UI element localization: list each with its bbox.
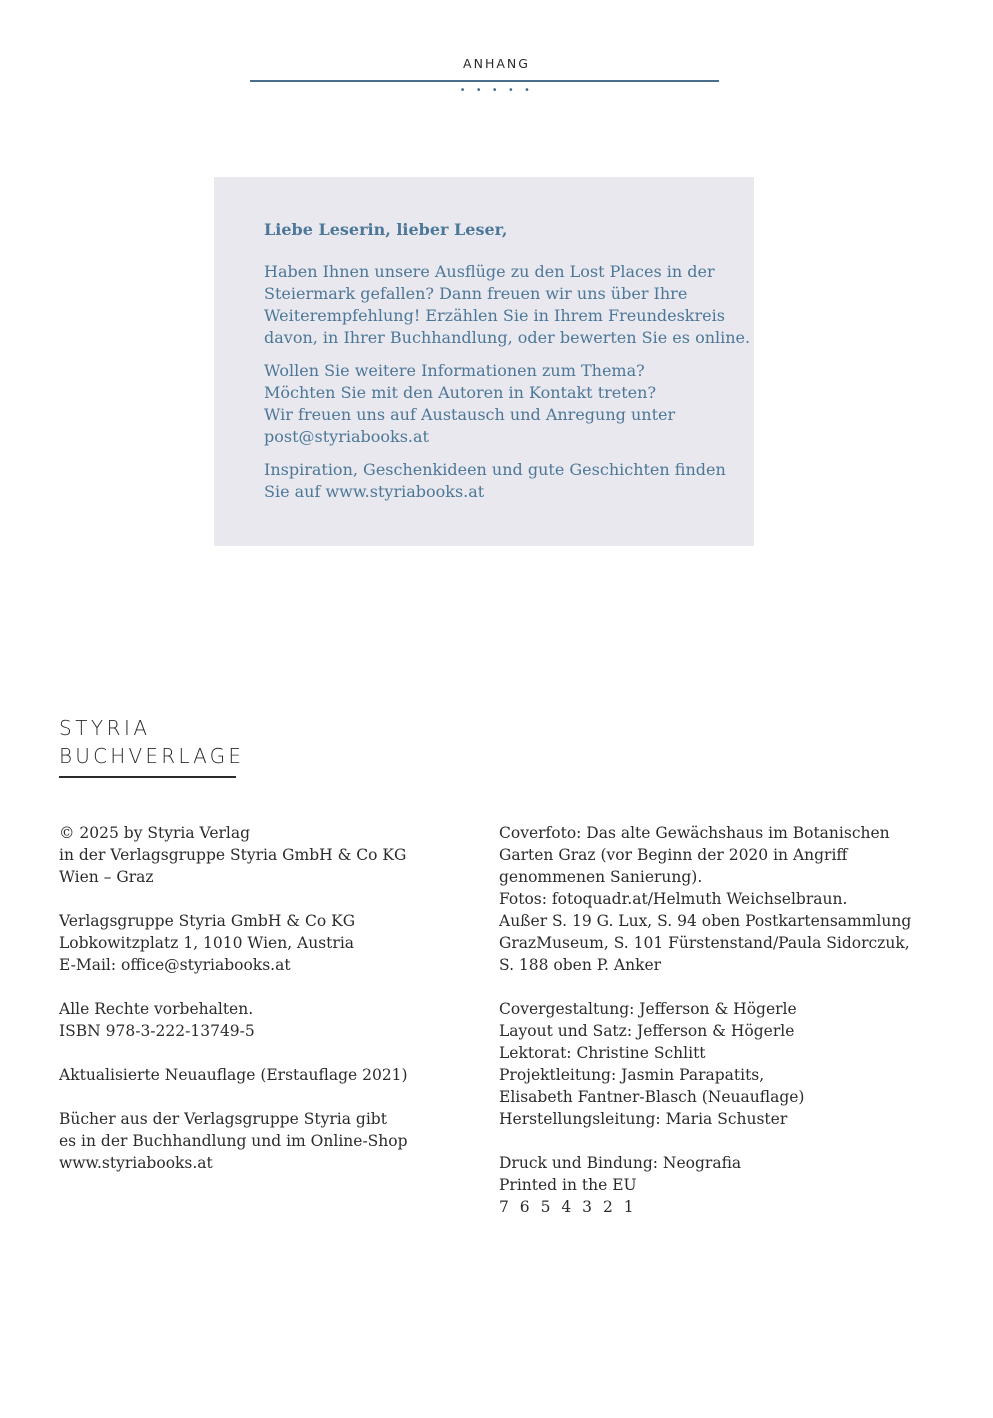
spacer xyxy=(59,1042,479,1064)
availability-line: es in der Buchhandlung und im Online-Shop xyxy=(59,1132,408,1150)
address-line: Lobkowitzplatz 1, 1010 Wien, Austria xyxy=(59,934,355,952)
imprint-right-column xyxy=(499,822,959,1218)
credit-line: Projektleitung: Jasmin Parapatits, xyxy=(499,1066,765,1084)
logo-line-2: BUCHVERLAGE xyxy=(59,744,245,768)
photo-credit-line: Fotos: fotoquadr.at/Helmuth Weichselbraun. xyxy=(499,890,848,908)
header-dots: • • • • • xyxy=(459,85,534,96)
website-line: Sie auf www.styriabooks.at xyxy=(264,482,485,501)
printing-line: Printed in the EU xyxy=(499,1176,637,1194)
print-run-line: 7 6 5 4 3 2 1 xyxy=(499,1198,637,1216)
section-title: ANHANG xyxy=(463,56,530,71)
logo-line-1: STYRIA xyxy=(59,716,151,740)
text-line: davon, in Ihrer Buchhandlung, oder bewerten Sie es online. xyxy=(264,328,751,347)
publisher-logo xyxy=(59,714,244,778)
greeting: Liebe Leserin, lieber Leser, xyxy=(264,220,508,239)
copyright-line: © 2025 by Styria Verlag xyxy=(59,824,251,842)
spacer xyxy=(59,976,479,998)
credit-line: Herstellungsleitung: Maria Schuster xyxy=(499,1110,788,1128)
spacer xyxy=(499,976,959,998)
text-line: Wir freuen uns auf Austausch und Anregung unter xyxy=(264,405,676,424)
contact-paragraph xyxy=(264,360,714,448)
text-line: Haben Ihnen unsere Ausflüge zu den Lost Places in der xyxy=(264,262,715,281)
text-line: Inspiration, Geschenkideen und gute Geschichten finden xyxy=(264,460,726,479)
credit-line: Layout und Satz: Jefferson & Högerle xyxy=(499,1022,795,1040)
imprint-left-column xyxy=(59,822,479,1174)
rights-line: Alle Rechte vorbehalten. xyxy=(59,1000,254,1018)
edition-line: Aktualisierte Neuauflage (Erstauflage 2021) xyxy=(59,1066,408,1084)
imprint-line: Wien – Graz xyxy=(59,868,154,886)
header-divider xyxy=(250,80,719,82)
photo-credit-line: Garten Graz (vor Beginn der 2020 in Angriff xyxy=(499,846,848,864)
isbn-line: ISBN 978-3-222-13749-5 xyxy=(59,1022,255,1040)
reader-message-box xyxy=(214,177,754,546)
availability-line: Bücher aus der Verlagsgruppe Styria gibt xyxy=(59,1110,387,1128)
recommendation-paragraph xyxy=(264,261,751,349)
credit-line: Elisabeth Fantner-Blasch (Neuauflage) xyxy=(499,1088,805,1106)
credit-line: Lektorat: Christine Schlitt xyxy=(499,1044,706,1062)
website-line: www.styriabooks.at xyxy=(59,1154,213,1172)
text-line: Möchten Sie mit den Autoren in Kontakt treten? xyxy=(264,383,657,402)
contact-email: post@styriabooks.at xyxy=(264,427,429,446)
text-line: Wollen Sie weitere Informationen zum Thema? xyxy=(264,361,645,380)
photo-credit-line: Coverfoto: Das alte Gewächshaus im Botanischen xyxy=(499,824,890,842)
email-line: E-Mail: office@styriabooks.at xyxy=(59,956,291,974)
photo-credit-line: GrazMuseum, S. 101 Fürstenstand/Paula Sidorczuk, xyxy=(499,934,910,952)
inspiration-paragraph xyxy=(264,459,726,503)
text-line: Weiterempfehlung! Erzählen Sie in Ihrem Freundeskreis xyxy=(264,306,725,325)
spacer xyxy=(499,1130,959,1152)
spacer xyxy=(59,1086,479,1108)
photo-credit-line: S. 188 oben P. Anker xyxy=(499,956,662,974)
photo-credit-line: Außer S. 19 G. Lux, S. 94 oben Postkartensammlung xyxy=(499,912,912,930)
logo-underline xyxy=(59,776,236,778)
text-line: Steiermark gefallen? Dann freuen wir uns über Ihre xyxy=(264,284,688,303)
printing-line: Druck und Bindung: Neografia xyxy=(499,1154,742,1172)
address-line: Verlagsgruppe Styria GmbH & Co KG xyxy=(59,912,356,930)
imprint-line: in der Verlagsgruppe Styria GmbH & Co KG xyxy=(59,846,407,864)
photo-credit-line: genommenen Sanierung). xyxy=(499,868,703,886)
credit-line: Covergestaltung: Jefferson & Högerle xyxy=(499,1000,797,1018)
spacer xyxy=(59,888,479,910)
